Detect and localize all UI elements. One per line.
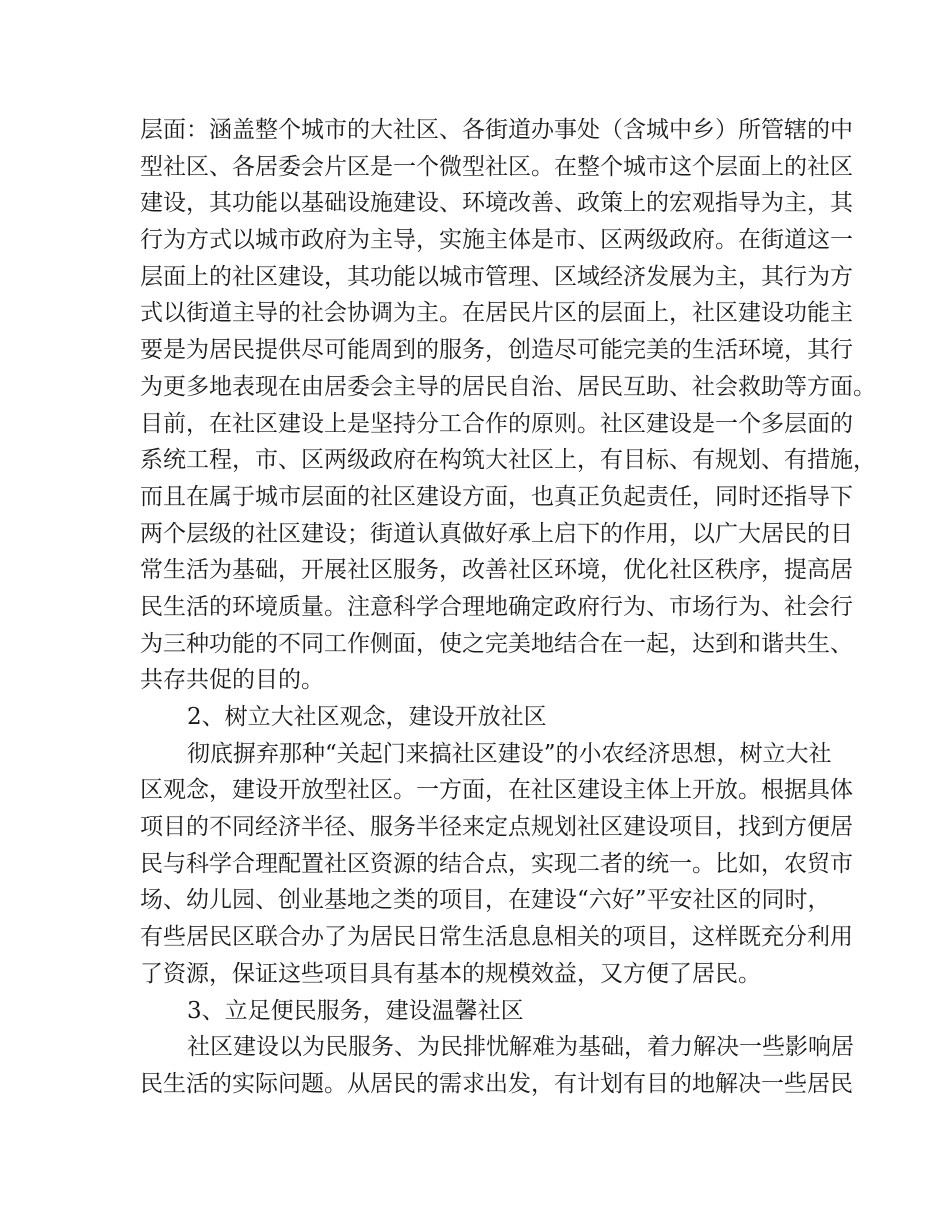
text-line: 两个层级的社区建设；街道认真做好承上启下的作用，以广大居民的日 [140, 520, 853, 547]
text-line: 为更多地表现在由居委会主导的居民自治、居民互助、社会救助等方面。 [140, 373, 876, 400]
text-line: 型社区、各居委会片区是一个微型社区。在整个城市这个层面上的社区 [140, 153, 853, 180]
text-line: 式以街道主导的社会协调为主。在居民片区的层面上，社区建设功能主 [140, 300, 853, 327]
text-line: 项目的不同经济半径、服务半径来定点规划社区建设项目，找到方便居 [140, 814, 853, 841]
text-line: 为三种功能的不同工作侧面，使之完美地结合在一起，达到和谐共生、 [140, 630, 853, 657]
text-line: 行为方式以城市政府为主导，实施主体是市、区两级政府。在街道这一 [140, 227, 853, 254]
paragraph-start-line: 2、树立大社区观念，建设开放社区 [187, 704, 547, 730]
text-line: 共存共促的目的。 [140, 667, 324, 694]
text-line: 目前，在社区建设上是坚持分工合作的原则。社区建设是一个多层面的 [140, 410, 853, 437]
text-line: 民生活的实际问题。从居民的需求出发，有计划有目的地解决一些居民 [140, 1070, 853, 1097]
text-line: 了资源，保证这些项目具有基本的规模效益，又方便了居民。 [140, 960, 761, 987]
text-line: 系统工程，市、区两级政府在构筑大社区上，有目标、有规划、有措施， [140, 447, 876, 474]
text-line: 民生活的环境质量。注意科学合理地确定政府行为、市场行为、社会行 [140, 593, 853, 620]
body-text [140, 112, 876, 1103]
text-line: 场、幼儿园、创业基地之类的项目，在建设“六好”平安社区的同时， [140, 887, 831, 914]
paragraph-start-line: 彻底摒弃那种“关起门来搞社区建设”的小农经济思想，树立大社 [187, 740, 832, 767]
text-line: 建设，其功能以基础设施建设、环境改善、政策上的宏观指导为主，其 [140, 190, 853, 217]
text-line: 层面上的社区建设，其功能以城市管理、区域经济发展为主，其行为方 [140, 263, 853, 290]
text-line: 区观念，建设开放型社区。一方面，在社区建设主体上开放。根据具体 [140, 777, 853, 804]
text-line: 有些居民区联合办了为居民日常生活息息相关的项目，这样既充分利用 [140, 924, 853, 951]
text-line: 常生活为基础，开展社区服务，改善社区环境，优化社区秩序，提高居 [140, 557, 853, 584]
text-line: 民与科学合理配置社区资源的结合点，实现二者的统一。比如，农贸市 [140, 850, 853, 877]
text-line: 层面：涵盖整个城市的大社区、各街道办事处（含城中乡）所管辖的中 [140, 117, 853, 143]
text-line: 要是为居民提供尽可能周到的服务，创造尽可能完美的生活环境，其行 [140, 337, 853, 364]
paragraph-start-line: 3、立足便民服务，建设温馨社区 [187, 997, 524, 1024]
text-line: 而且在属于城市层面的社区建设方面，也真正负起责任，同时还指导下 [140, 483, 853, 510]
paragraph-start-line: 社区建设以为民服务、为民排忧解难为基础，着力解决一些影响居 [187, 1034, 854, 1061]
